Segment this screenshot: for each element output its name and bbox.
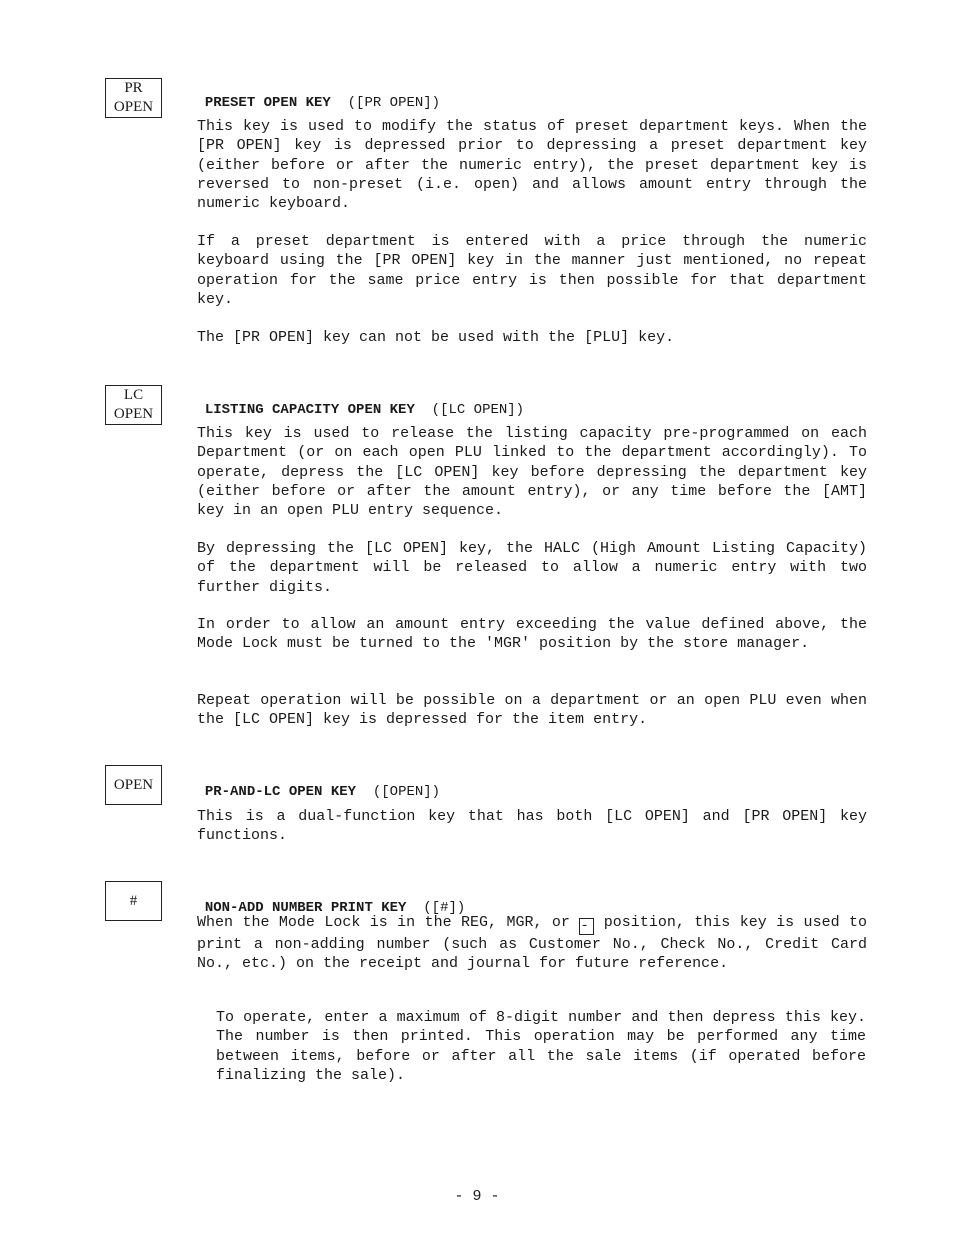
- paragraph: This key is used to modify the status of preset department keys. When the [PR OPEN] key is depressed prior to depressing a preset department key (either before or after the numeric entry), the preset department key is reversed to non-preset (i.e. open) and allows amount entry through the numeric keyboard.: [197, 118, 867, 213]
- paragraph: This key is used to release the listing capacity pre-programmed on each Department (or on each open PLU linked to the department accordingly). To operate, depress the [LC OPEN] key before depressing the department key (either before or after the amount entry), or any time before the [AMT] key in an open PLU entry sequence.: [197, 425, 867, 520]
- section-heading: [188, 884, 465, 916]
- paragraph-text: When the Mode Lock is in the REG, MGR, or: [197, 914, 580, 931]
- page-number: - 9 -: [454, 1188, 500, 1205]
- paragraph: In order to allow an amount entry exceeding the value defined above, the Mode Lock must be turned to the 'MGR' position by the store manager.: [197, 616, 867, 653]
- section-title: NON-ADD NUMBER PRINT KEY: [204, 900, 407, 916]
- section-heading: [188, 386, 524, 418]
- lc-open-key-symbol: [105, 385, 162, 425]
- section-title: LISTING CAPACITY OPEN KEY: [204, 402, 415, 418]
- section-title: PR-AND-LC OPEN KEY: [204, 784, 357, 800]
- paragraph: To operate, enter a maximum of 8-digit number and then depress this key. The number is then printed. This operation may be performed any time between items, before or after all the sale items (if operated before finalizing the sale).: [216, 1009, 866, 1084]
- paragraph: If a preset department is entered with a price through the numeric keyboard using the [PR OPEN] key in the manner just mentioned, no repeat operation for the same price entry is then possible for that department key.: [197, 233, 867, 308]
- paragraph: This is a dual-function key that has both [LC OPEN] and [PR OPEN] key functions.: [197, 808, 867, 845]
- section-heading: [188, 79, 440, 111]
- paragraph: [197, 913, 867, 974]
- section-title-key: ([PR OPEN]): [347, 95, 441, 111]
- minus-mode-symbol: -: [579, 918, 594, 935]
- key-label-line: #: [129, 893, 138, 909]
- key-label-line: OPEN: [113, 777, 154, 793]
- section-heading: [188, 768, 440, 800]
- key-label-line: LC: [123, 387, 144, 403]
- key-label-line: OPEN: [113, 406, 154, 422]
- paragraph: By depressing the [LC OPEN] key, the HALC (High Amount Listing Capacity) of the department will be released to allow a numeric entry with two further digits.: [197, 540, 867, 596]
- open-key-symbol: [105, 765, 162, 805]
- key-label-line: OPEN: [113, 99, 154, 115]
- pr-open-key-symbol: [105, 78, 162, 118]
- section-title-key: ([OPEN]): [372, 784, 441, 800]
- key-label-line: PR: [124, 80, 143, 96]
- section-title-key: ([#]): [423, 900, 466, 916]
- section-title: PRESET OPEN KEY: [204, 95, 331, 111]
- hash-key-symbol: [105, 881, 162, 921]
- paragraph-text: position, this key is used to print a non-adding number (such as Customer No., Check No., Credit Card No., etc.) on the receipt and journal for future reference.: [197, 914, 868, 973]
- paragraph: Repeat operation will be possible on a department or an open PLU even when the [LC OPEN] key is depressed for the item entry.: [197, 692, 867, 729]
- paragraph: The [PR OPEN] key can not be used with the [PLU] key.: [197, 329, 675, 346]
- section-title-key: ([LC OPEN]): [431, 402, 525, 418]
